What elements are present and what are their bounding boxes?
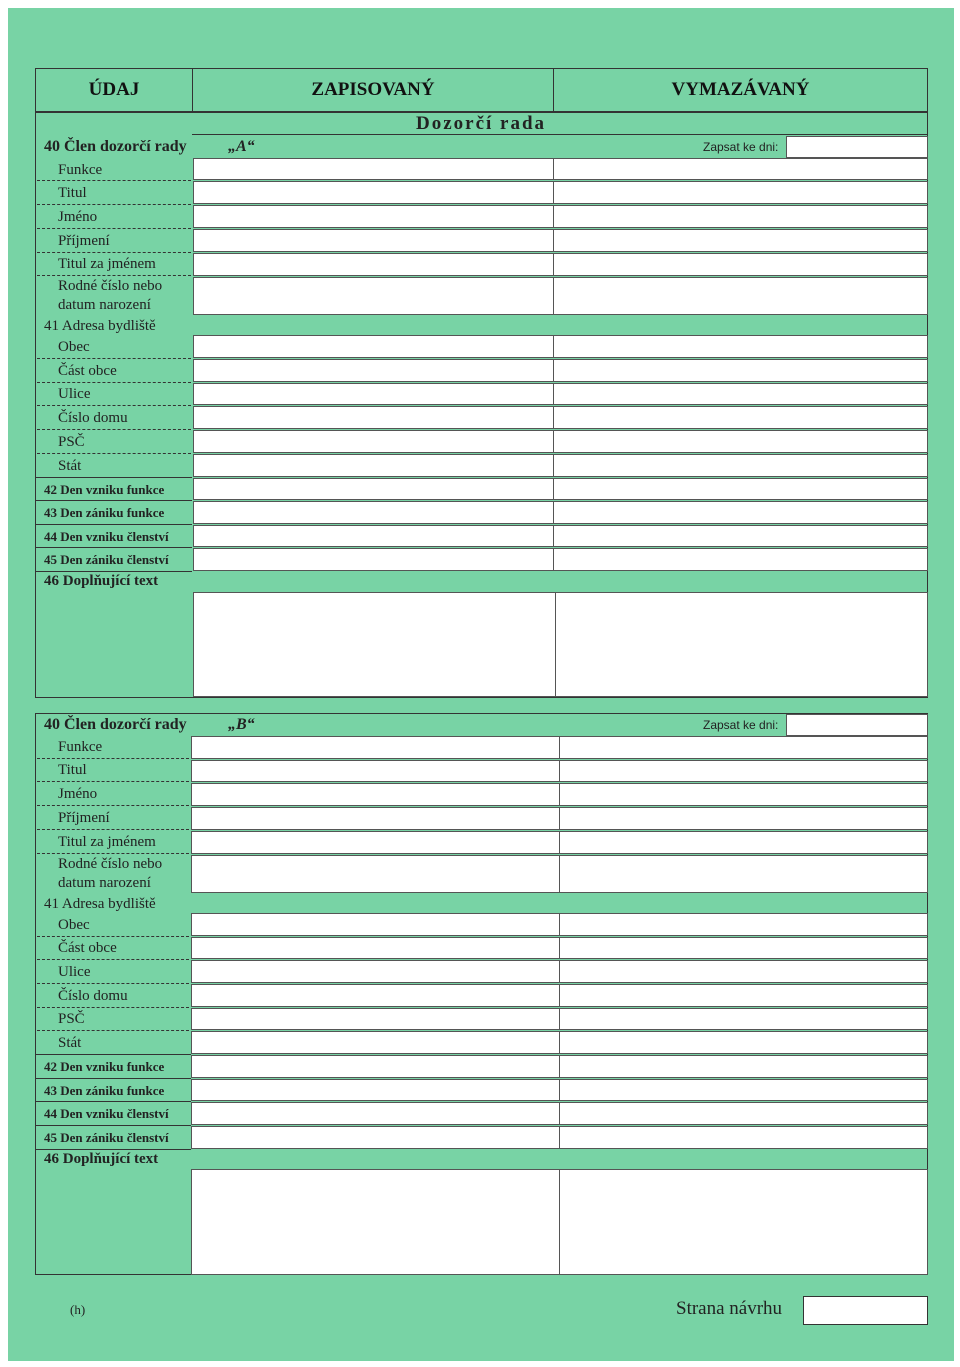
field-label-psc: PSČ [58,434,85,450]
field-label-titul: Titul [58,185,87,201]
vymazavany-jmeno-input[interactable] [559,783,928,806]
divider [37,453,191,454]
zapisovany-cislo-domu-input[interactable] [191,984,560,1007]
column-header-udaj: ÚDAJ [88,79,140,100]
field-label-titul: Titul [58,762,87,778]
divider [37,936,189,937]
field-label-funkce: Funkce [58,162,103,178]
vymazavany-vznik-funkce-input[interactable] [559,1055,928,1078]
field-label-cast-obce: Část obce [58,940,117,956]
zapisovany-doplnujici-input[interactable] [193,592,556,697]
vymazavany-doplnujici-input[interactable] [559,1169,928,1275]
divider [37,204,191,205]
zapisovany-ulice-input[interactable] [193,383,554,405]
field-label-vznik-clenstvi: 44 Den vzniku členství [44,1106,169,1121]
divider [37,228,191,229]
field-label-cast-obce: Část obce [58,363,117,379]
zapisovany-titul-za-input[interactable] [193,253,554,276]
field-label-prijmeni: Příjmení [58,233,110,249]
zapisovany-vznik-funkce-input[interactable] [193,478,554,500]
zapisovany-obec-input[interactable] [191,913,560,936]
member-b-title: 40 Člen dozorčí rady [44,716,187,733]
divider [37,252,191,253]
divider [37,429,191,430]
field-label-zanik-funkce: 43 Den zániku funkce [44,1083,165,1098]
member-b-letter: „B“ [228,716,255,733]
field-label-vznik-funkce: 42 Den vzniku funkce [44,482,165,497]
field-label-vznik-clenstvi: 44 Den vzniku členství [44,529,169,544]
divider [37,382,191,383]
vymazavany-titul-za-input[interactable] [559,831,928,854]
zapisovany-stat-input[interactable] [193,454,554,477]
field-label-titul-za: Titul za jménem [58,834,156,850]
zapsat-ke-dni-label: Zapsat ke dni: [703,718,779,732]
vymazavany-stat-input[interactable] [559,1031,928,1054]
field-label-rodne-cislo: Rodné číslo nebo [58,856,163,872]
zapisovany-zanik-funkce-input[interactable] [191,1079,560,1101]
zapisovany-cislo-domu-input[interactable] [193,406,554,429]
vymazavany-funkce-input[interactable] [553,158,928,180]
zapisovany-titul-input[interactable] [191,760,560,782]
zapisovany-rodne-cislo-input[interactable] [191,855,560,893]
zapisovany-vznik-funkce-input[interactable] [191,1055,560,1078]
divider [35,524,192,525]
zapisovany-obec-input[interactable] [193,335,554,358]
zapisovany-funkce-input[interactable] [191,736,560,759]
zapisovany-zanik-clenstvi-input[interactable] [193,548,554,571]
zapisovany-stat-input[interactable] [191,1031,560,1054]
divider [37,1007,189,1008]
vymazavany-ulice-input[interactable] [559,960,928,983]
field-label-zanik-funkce: 43 Den zániku funkce [44,505,165,520]
divider [35,547,192,548]
zapsat-ke-dni-input[interactable] [786,714,928,736]
zapisovany-ulice-input[interactable] [191,960,560,983]
divider [37,180,191,181]
zapisovany-cast-obce-input[interactable] [193,359,554,382]
zapsat-ke-dni-input[interactable] [786,136,928,158]
divider [35,477,192,478]
column-header-zapisovany: ZAPISOVANÝ [311,79,435,100]
field-label-funkce: Funkce [58,739,103,755]
divider [37,358,191,359]
zapisovany-psc-input[interactable] [191,1008,560,1030]
section-title-rule [192,134,928,135]
zapisovany-titul-input[interactable] [193,181,554,204]
divider [37,1030,189,1031]
vymazavany-zanik-clenstvi-input[interactable] [559,1126,928,1149]
divider [37,829,189,830]
vymazavany-cislo-domu-input[interactable] [559,984,928,1007]
vymazavany-prijmeni-input[interactable] [553,229,928,252]
member-a-title: 40 Člen dozorčí rady [44,138,187,155]
divider [37,805,189,806]
column-header-vymazavany: VYMAZÁVANÝ [671,79,810,100]
zapisovany-doplnujici-input[interactable] [191,1169,560,1275]
field-label-datum-narozeni: datum narození [58,875,151,891]
field-label-cislo-domu: Číslo domu [58,988,128,1004]
field-label-ulice: Ulice [58,964,91,980]
zapsat-ke-dni-label: Zapsat ke dni: [703,140,779,154]
vymazavany-vznik-clenstvi-input[interactable] [553,525,928,547]
field-label-doplnujici: 46 Doplňující text [44,573,159,589]
divider [37,781,189,782]
vymazavany-titul-za-input[interactable] [553,253,928,276]
vymazavany-jmeno-input[interactable] [553,205,928,228]
field-label-psc: PSČ [58,1011,85,1027]
divider [37,758,189,759]
vymazavany-titul-input[interactable] [553,181,928,204]
zapisovany-rodne-cislo-input[interactable] [193,277,554,315]
vymazavany-funkce-input[interactable] [559,736,928,759]
zapisovany-vznik-clenstvi-input[interactable] [193,525,554,547]
divider [35,1101,191,1102]
vymazavany-doplnujici-input[interactable] [555,592,928,697]
vymazavany-obec-input[interactable] [553,335,928,358]
field-label-jmeno: Jméno [58,209,98,225]
field-label-adresa: 41 Adresa bydliště [44,318,156,334]
zapisovany-prijmeni-input[interactable] [191,807,560,830]
zapisovany-psc-input[interactable] [193,430,554,453]
member-a-letter: „A“ [228,138,255,155]
vymazavany-zanik-funkce-input[interactable] [559,1079,928,1101]
field-label-vznik-funkce: 42 Den vzniku funkce [44,1059,165,1074]
zapisovany-jmeno-input[interactable] [191,783,560,806]
field-label-zanik-clenstvi: 45 Den zániku členství [44,1130,169,1145]
divider [35,1149,191,1150]
vymazavany-zanik-clenstvi-input[interactable] [553,548,928,571]
field-label-prijmeni: Příjmení [58,810,110,826]
field-label-zanik-clenstvi: 45 Den zániku členství [44,552,169,567]
divider [35,1054,191,1055]
zapisovany-zanik-funkce-input[interactable] [193,501,554,524]
divider [35,500,192,501]
zapisovany-cast-obce-input[interactable] [191,937,560,959]
field-label-cislo-domu: Číslo domu [58,410,128,426]
vymazavany-cast-obce-input[interactable] [559,937,928,959]
vymazavany-prijmeni-input[interactable] [559,807,928,830]
vymazavany-zanik-funkce-input[interactable] [553,501,928,524]
zapisovany-jmeno-input[interactable] [193,205,554,228]
strana-navrhu-label: Strana návrhu [676,1298,783,1319]
vymazavany-cislo-domu-input[interactable] [553,406,928,429]
strana-navrhu-input[interactable] [803,1296,928,1325]
divider [37,853,189,854]
divider [35,1125,191,1126]
vymazavany-obec-input[interactable] [559,913,928,936]
vymazavany-rodne-cislo-input[interactable] [553,277,928,315]
vymazavany-rodne-cislo-input[interactable] [559,855,928,893]
vymazavany-ulice-input[interactable] [553,383,928,405]
vymazavany-vznik-clenstvi-input[interactable] [559,1102,928,1125]
divider [37,275,191,276]
field-label-stat: Stát [58,458,82,474]
field-label-ulice: Ulice [58,386,91,402]
field-label-stat: Stát [58,1035,82,1051]
vymazavany-titul-input[interactable] [559,760,928,782]
footer-mark: (h) [70,1302,86,1317]
field-label-obec: Obec [58,339,90,355]
field-label-doplnujici: 46 Doplňující text [44,1151,159,1167]
field-label-obec: Obec [58,917,90,933]
vymazavany-vznik-funkce-input[interactable] [553,478,928,500]
zapisovany-zanik-clenstvi-input[interactable] [191,1126,560,1149]
divider [35,571,192,572]
field-label-datum-narozeni: datum narození [58,297,151,313]
vymazavany-psc-input[interactable] [553,430,928,453]
field-label-titul-za: Titul za jménem [58,256,156,272]
zapisovany-funkce-input[interactable] [193,158,554,180]
section-title: Dozorčí rada [416,113,547,134]
zapisovany-vznik-clenstvi-input[interactable] [191,1102,560,1125]
zapisovany-titul-za-input[interactable] [191,831,560,854]
divider [37,959,189,960]
vymazavany-stat-input[interactable] [553,454,928,477]
field-label-rodne-cislo: Rodné číslo nebo [58,278,163,294]
zapisovany-prijmeni-input[interactable] [193,229,554,252]
field-label-adresa: 41 Adresa bydliště [44,896,156,912]
vymazavany-cast-obce-input[interactable] [553,359,928,382]
divider [37,983,189,984]
vymazavany-psc-input[interactable] [559,1008,928,1030]
divider [35,1078,191,1079]
field-label-jmeno: Jméno [58,786,98,802]
divider [37,405,191,406]
